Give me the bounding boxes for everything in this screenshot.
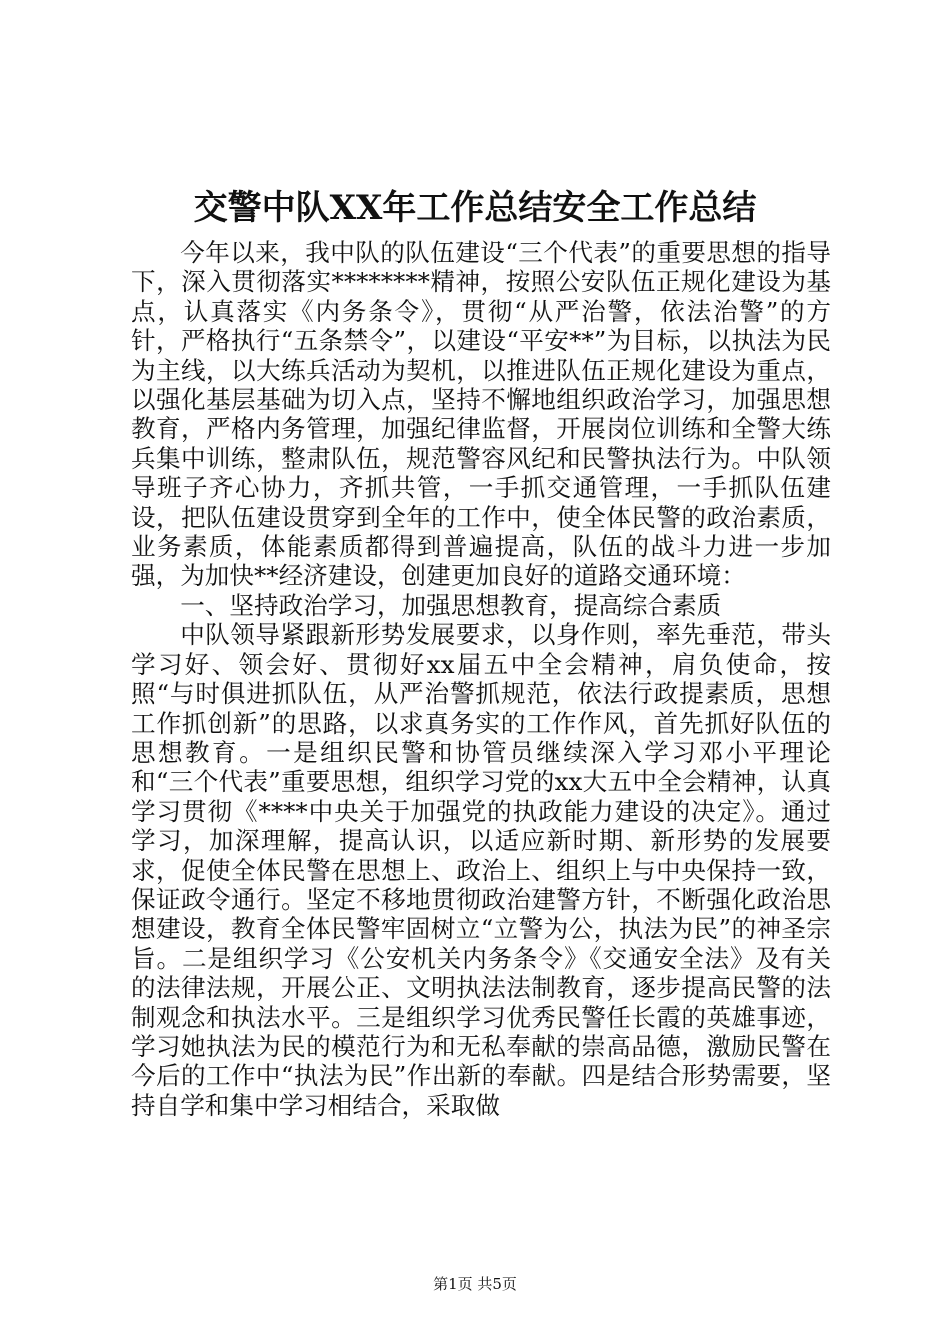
document-title: 交警中队XX年工作总结安全工作总结 [193, 188, 757, 228]
page-number-footer: 第1页 共5页 [433, 1275, 517, 1293]
section-heading-1: 一、坚持政治学习，加强思想教育，提高综合素质 [180, 590, 722, 620]
document-body [131, 238, 831, 1120]
paragraph-section-1: 中队领导紧跟新形势发展要求，以身作则，率先垂范，带头学习好、领会好、贯彻好xx届五中全会精神，肩负使命，按照“与时俱进抓队伍，从严治警抓规范，依法行政提素质，思想工作抓创新”的思路，以求真务实的工作作风，首先抓好队伍的思想教育。一是组织民警和协管员继续深入学习邓小平理论和“三个代表”重要思想，组织学习党的xx大五中全会精神，认真学习贯彻《****中央关于加强党的执政能力建设的决定》。通过学习，加深理解，提高认识，以适应新时期、新形势的发展要求，促使全体民警在思想上、政治上、组织上与中央保持一致，保证政令通行。坚定不移地贯彻政治建警方针，不断强化政治思想建设，教育全体民警牢固树立“立警为公，执法为民”的神圣宗旨。二是组织学习《公安机关内务条令》《交通安全法》及有关的法律法规，开展公正、文明执法法制教育，逐步提高民警的法制观念和执法水平。三是组织学习优秀民警任长霞的英雄事迹，学习她执法为民的模范行为和无私奉献的崇高品德，激励民警在今后的工作中“执法为民”作出新的奉献。四是结合形势需要，坚持自学和集中学习相结合，采取做 [131, 620, 831, 1120]
paragraph-intro: 今年以来，我中队的队伍建设“三个代表”的重要思想的指导下，深入贯彻落实********精神，按照公安队伍正规化建设为基点，认真落实《内务条令》，贯彻“从严治警，依法治警”的方针，严格执行“五条禁令”，以建设“平安**”为目标，以执法为民为主线，以大练兵活动为契机，以推进队伍正规化建设为重点，以强化基层基础为切入点，坚持不懈地组织政治学习，加强思想教育，严格内务管理，加强纪律监督，开展岗位训练和全警大练兵集中训练，整肃队伍，规范警容风纪和民警执法行为。中队领导班子齐心协力，齐抓共管，一手抓交通管理，一手抓队伍建设，把队伍建设贯穿到全年的工作中，使全体民警的政治素质，业务素质，体能素质都得到普遍提高，队伍的战斗力进一步加强，为加快**经济建设，创建更加良好的道路交通环境： [131, 238, 831, 591]
